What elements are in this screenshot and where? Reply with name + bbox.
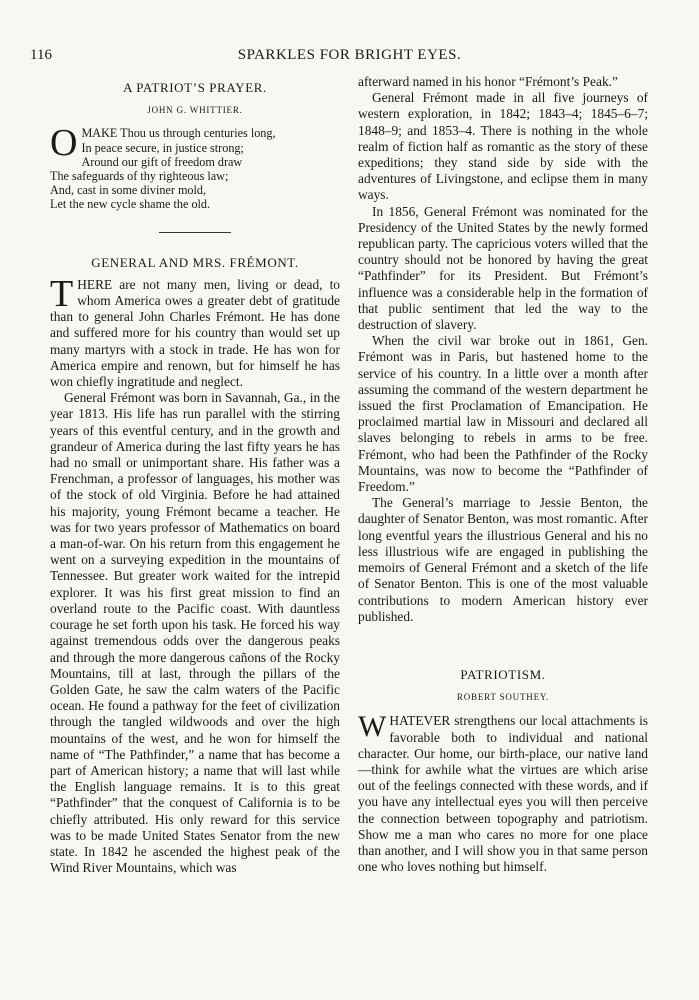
- right-column: [358, 74, 648, 875]
- poem-line: MAKE Thou us through centuries long,: [81, 126, 276, 141]
- poem-title: A PATRIOT’S PRAYER.: [123, 80, 267, 95]
- poem-line: Around our gift of freedom draw: [81, 154, 243, 169]
- fremont-paragraph: [50, 272, 340, 390]
- poem-line: The safeguards of thy righteous law;: [50, 169, 229, 184]
- fremont-paragraph: When the civil war broke out in 1861, Gen. Frémont was in Paris, but hastened home to the service of his country. In a little over a month after assuming the command of the western department he issued the first Proclamation of Emancipation. He proclaimed martial law in Missouri and declared all slaves belonging to rebels in arms to be free. Frémont, who had been the Pathfinder of the Rocky Mountains, was now to become the “Pathfinder of Freedom.”: [358, 333, 648, 495]
- patriotism-title: PATRIOTISM.: [460, 666, 546, 682]
- fremont-drop-cap: T: [50, 272, 74, 315]
- poem-author: JOHN G. WHITTIER.: [147, 105, 243, 116]
- paragraph-text: HATEVER strengthens our local attachments is favorable both to individual and national character. Our home, our birth-place, our native land—think for awhile what the virtues are which arise out of the feelings connected with these words, and if you have any intellectual eyes you will then perceive the connection between topography and patriotism. Show me a man who cares no more for one place than another, and I will show you in that same person one who loves nothing but himself.: [358, 713, 648, 875]
- poem-line: In peace secure, in justice strong;: [81, 140, 244, 155]
- poem-line: Let the new cycle shame the old.: [50, 197, 211, 212]
- fremont-paragraph: In 1856, General Frémont was nominated for the Presidency of the United States by the newly formed republican party. The capricious voters willed that the country should not be honored by having the great “Pathfinder” for its President. But Frémont’s influence was a considerable help in the formation of that public sentiment that led the way to the destruction of slavery.: [358, 203, 648, 333]
- poem-line: And, cast in some diviner mold,: [50, 183, 207, 198]
- fremont-paragraph: afterward named in his honor “Frémont’s Peak.”: [358, 74, 618, 89]
- fremont-paragraph: The General’s marriage to Jessie Benton, the daughter of Senator Benton, was most romantic. After long eventful years the illustrious General and his no less illustrious wife are engaged in publishing the memoirs of General Frémont and a sketch of the life of Senator Benton. This is one of the most valuable contributions to modern American history ever published.: [358, 495, 648, 624]
- fremont-paragraph: General Frémont made in all five journeys of western exploration, in 1842; 1843–4; 1845–6–7; 1848–9; and 1853–4. There is nothing in the whole realm of fiction half as romantic as the story of these expeditions; they stand side by side with the adventures of Livingstone, and eclipse them in many ways.: [358, 90, 648, 203]
- paragraph-text: HERE are not many men, living or dead, to whom America owes a greater debt of gratitude than to general John Charles Frémont. He has done and suffered more for his country than would set up many martyrs with a stock in trade. He has won for America empire and renown, but for himself he has won chiefly ingratitude and neglect.: [50, 276, 340, 390]
- page-number: 116: [30, 47, 52, 63]
- left-column: [50, 74, 340, 876]
- fremont-paragraph: General Frémont was born in Savannah, Ga., in the year 1813. His life has run parallel with the stirring years of this eventful century, and in the growth and grandeur of America during the last fifty years he has had no small or unimportant share. His father was a Frenchman, a professor of languages, his mother was of the stock of old Virginia. Before he had attained his majority, young Frémont became a teacher. He was for two years professor of Mathematics on board a man-of-war. On his return from this engagement he went on a surveying expedition in the mountains of Tennessee. But greater work waited for the intrepid explorer. It was his first great mission to find an overland route to the Pacific coast. With dauntless courage he set forth upon his task. He forced his way against tremendous odds over the dangerous peaks and through the more dangerous cañons of the Rocky Mountains, till at last, through the pillars of the Golden Gate, he saw the calm waters of the Pacific ocean. He found a pathway for the feet of civilization through the tangled wildwoods and over the high mountains of the west, and he won for himself the name of “The Pathfinder,” a name that has become a part of American history; a name that will last while the English language remains. It is to this great “Pathfinder” that the conquest of California is to be chiefly attributed. His only reward for this service was to be made United States Senator from the new state. In 1842 he ascended the highest peak of the Wind River Mountains, which was: [50, 390, 340, 876]
- section-divider: [159, 232, 231, 233]
- poem-body: [50, 122, 340, 212]
- running-head: SPARKLES FOR BRIGHT EYES.: [237, 47, 462, 63]
- patriotism-paragraph: [358, 710, 648, 875]
- fremont-title: GENERAL AND MRS. FRÉMONT.: [91, 254, 299, 270]
- patriotism-author: ROBERT SOUTHEY.: [456, 692, 550, 703]
- patriotism-drop-cap: W: [358, 710, 387, 744]
- poem-drop-cap: O: [50, 122, 78, 165]
